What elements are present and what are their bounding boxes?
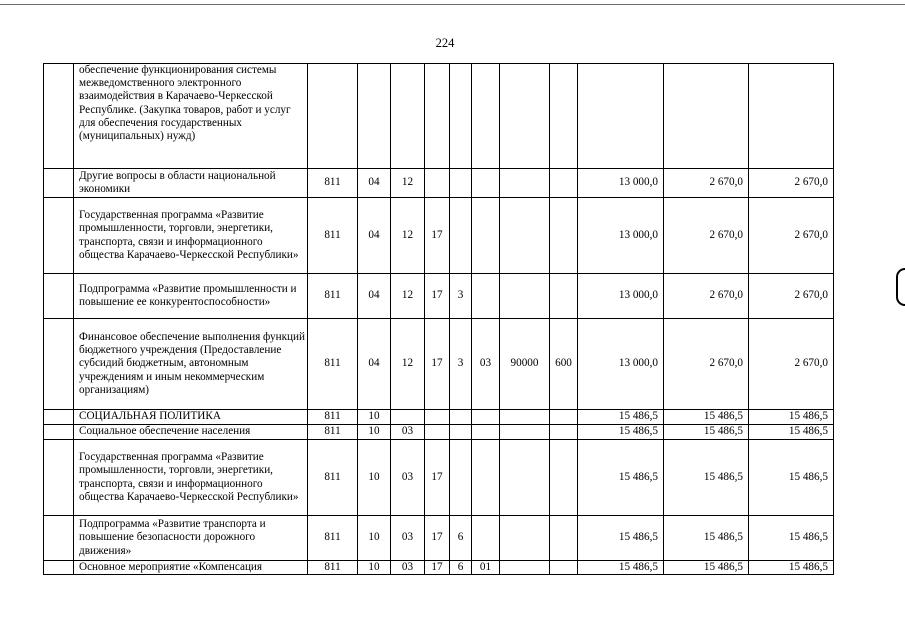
gr-code [308, 64, 358, 169]
section-code: 10 [358, 440, 391, 516]
row-number-cell [44, 425, 74, 440]
section-code: 04 [358, 198, 391, 274]
amount-2021: 15 486,5 [664, 425, 749, 440]
amount-2021: 15 486,5 [664, 516, 749, 561]
direction-code: 90000 [500, 319, 550, 410]
amount-2020: 13 000,0 [578, 274, 664, 319]
gr-code: 811 [308, 425, 358, 440]
program-code [425, 169, 450, 198]
row-number-cell [44, 410, 74, 425]
amount-2022: 2 670,0 [749, 274, 834, 319]
subsection-code: 12 [391, 319, 425, 410]
event-code: 01 [472, 561, 500, 575]
subsection-code: 12 [391, 198, 425, 274]
event-code [472, 169, 500, 198]
row-number-cell [44, 64, 74, 169]
row-number-cell [44, 516, 74, 561]
expense-type-code [550, 561, 578, 575]
amount-2020: 15 486,5 [578, 561, 664, 575]
event-code [472, 274, 500, 319]
row-number-cell [44, 274, 74, 319]
section-code: 10 [358, 561, 391, 575]
program-code [425, 425, 450, 440]
budget-table [43, 63, 834, 575]
item-name: Подпрограмма «Развитие транспорта и повышение безопасности дорожного движения» [74, 516, 308, 561]
binding-mark [896, 268, 905, 306]
row-number-cell [44, 561, 74, 575]
program-code: 17 [425, 561, 450, 575]
event-code [472, 410, 500, 425]
direction-code [500, 169, 550, 198]
item-name: обеспечение функционирования системы межведомственного электронного взаимодействия в Карачаево-Черкесской Республике. (Закупка товаров, работ и услуг для обеспечения государственных (муниципальных) нужд) [74, 64, 308, 169]
section-code: 10 [358, 425, 391, 440]
expense-type-code: 600 [550, 319, 578, 410]
item-name: Государственная программа «Развитие промышленности, торговли, энергетики, транспорта, связи и информационного общества Карачаево-Черкесской Республики» [74, 198, 308, 274]
amount-2022: 15 486,5 [749, 410, 834, 425]
item-name: Подпрограмма «Развитие промышленности и повышение ее конкурентоспособности» [74, 274, 308, 319]
amount-2022: 15 486,5 [749, 516, 834, 561]
expense-type-code [550, 64, 578, 169]
subprogram-code [450, 425, 472, 440]
subprogram-code [450, 64, 472, 169]
subprogram-code: 3 [450, 274, 472, 319]
expense-type-code [550, 410, 578, 425]
table-row [44, 169, 834, 198]
table-row [44, 198, 834, 274]
direction-code [500, 274, 550, 319]
amount-2021: 2 670,0 [664, 319, 749, 410]
section-code: 04 [358, 169, 391, 198]
section-code: 04 [358, 274, 391, 319]
amount-2022: 2 670,0 [749, 198, 834, 274]
subprogram-code [450, 169, 472, 198]
section-code: 04 [358, 319, 391, 410]
row-number-cell [44, 198, 74, 274]
subsection-code: 03 [391, 425, 425, 440]
row-number-cell [44, 169, 74, 198]
gr-code: 811 [308, 440, 358, 516]
expense-type-code [550, 440, 578, 516]
expense-type-code [550, 425, 578, 440]
item-name: Государственная программа «Развитие промышленности, торговли, энергетики, транспорта, связи и информационного общества Карачаево-Черкесской Республики» [74, 440, 308, 516]
direction-code [500, 440, 550, 516]
amount-2020: 15 486,5 [578, 410, 664, 425]
amount-2020 [578, 64, 664, 169]
gr-code: 811 [308, 410, 358, 425]
gr-code: 811 [308, 169, 358, 198]
table-row [44, 440, 834, 516]
gr-code: 811 [308, 516, 358, 561]
amount-2022: 15 486,5 [749, 440, 834, 516]
subprogram-code: 6 [450, 561, 472, 575]
program-code: 17 [425, 516, 450, 561]
direction-code [500, 410, 550, 425]
program-code [425, 64, 450, 169]
amount-2020: 15 486,5 [578, 440, 664, 516]
event-code [472, 198, 500, 274]
subsection-code: 03 [391, 440, 425, 516]
gr-code: 811 [308, 198, 358, 274]
program-code: 17 [425, 440, 450, 516]
subsection-code: 12 [391, 169, 425, 198]
amount-2020: 13 000,0 [578, 198, 664, 274]
program-code: 17 [425, 274, 450, 319]
amount-2020: 15 486,5 [578, 425, 664, 440]
amount-2021: 2 670,0 [664, 274, 749, 319]
amount-2021: 2 670,0 [664, 198, 749, 274]
amount-2022: 15 486,5 [749, 561, 834, 575]
table-row [44, 425, 834, 440]
item-name: Социальное обеспечение населения [74, 425, 308, 440]
amount-2022 [749, 64, 834, 169]
table-row [44, 410, 834, 425]
program-code: 17 [425, 319, 450, 410]
table-row [44, 561, 834, 575]
section-code [358, 64, 391, 169]
direction-code [500, 198, 550, 274]
section-code: 10 [358, 516, 391, 561]
amount-2021 [664, 64, 749, 169]
amount-2020: 13 000,0 [578, 319, 664, 410]
row-number-cell [44, 440, 74, 516]
top-rule [0, 4, 905, 5]
direction-code [500, 425, 550, 440]
event-code [472, 425, 500, 440]
gr-code: 811 [308, 274, 358, 319]
amount-2020: 15 486,5 [578, 516, 664, 561]
gr-code: 811 [308, 319, 358, 410]
row-number-cell [44, 319, 74, 410]
direction-code [500, 561, 550, 575]
subprogram-code: 6 [450, 516, 472, 561]
amount-2021: 2 670,0 [664, 169, 749, 198]
page-number: 224 [435, 36, 455, 50]
table-row [44, 64, 834, 169]
subsection-code: 03 [391, 561, 425, 575]
direction-code [500, 516, 550, 561]
subprogram-code [450, 410, 472, 425]
expense-type-code [550, 198, 578, 274]
event-code [472, 516, 500, 561]
table-row [44, 319, 834, 410]
amount-2020: 13 000,0 [578, 169, 664, 198]
amount-2022: 2 670,0 [749, 169, 834, 198]
direction-code [500, 64, 550, 169]
event-code [472, 64, 500, 169]
subprogram-code: 3 [450, 319, 472, 410]
item-name: СОЦИАЛЬНАЯ ПОЛИТИКА [74, 410, 308, 425]
amount-2022: 2 670,0 [749, 319, 834, 410]
subsection-code [391, 64, 425, 169]
item-name: Основное мероприятие «Компенсация [74, 561, 308, 575]
expense-type-code [550, 274, 578, 319]
item-name: Финансовое обеспечение выполнения функций бюджетного учреждения (Предоставление субсидий бюджетным, автономным учреждениям и иным некоммерческим организациям) [74, 319, 308, 410]
expense-type-code [550, 516, 578, 561]
table-row [44, 274, 834, 319]
subsection-code [391, 410, 425, 425]
amount-2021: 15 486,5 [664, 561, 749, 575]
event-code: 03 [472, 319, 500, 410]
amount-2021: 15 486,5 [664, 440, 749, 516]
amount-2022: 15 486,5 [749, 425, 834, 440]
event-code [472, 440, 500, 516]
program-code: 17 [425, 198, 450, 274]
subprogram-code [450, 440, 472, 516]
section-code: 10 [358, 410, 391, 425]
table-row [44, 516, 834, 561]
subsection-code: 03 [391, 516, 425, 561]
program-code [425, 410, 450, 425]
expense-type-code [550, 169, 578, 198]
subprogram-code [450, 198, 472, 274]
gr-code: 811 [308, 561, 358, 575]
amount-2021: 15 486,5 [664, 410, 749, 425]
subsection-code: 12 [391, 274, 425, 319]
item-name: Другие вопросы в области национальной экономики [74, 169, 308, 198]
